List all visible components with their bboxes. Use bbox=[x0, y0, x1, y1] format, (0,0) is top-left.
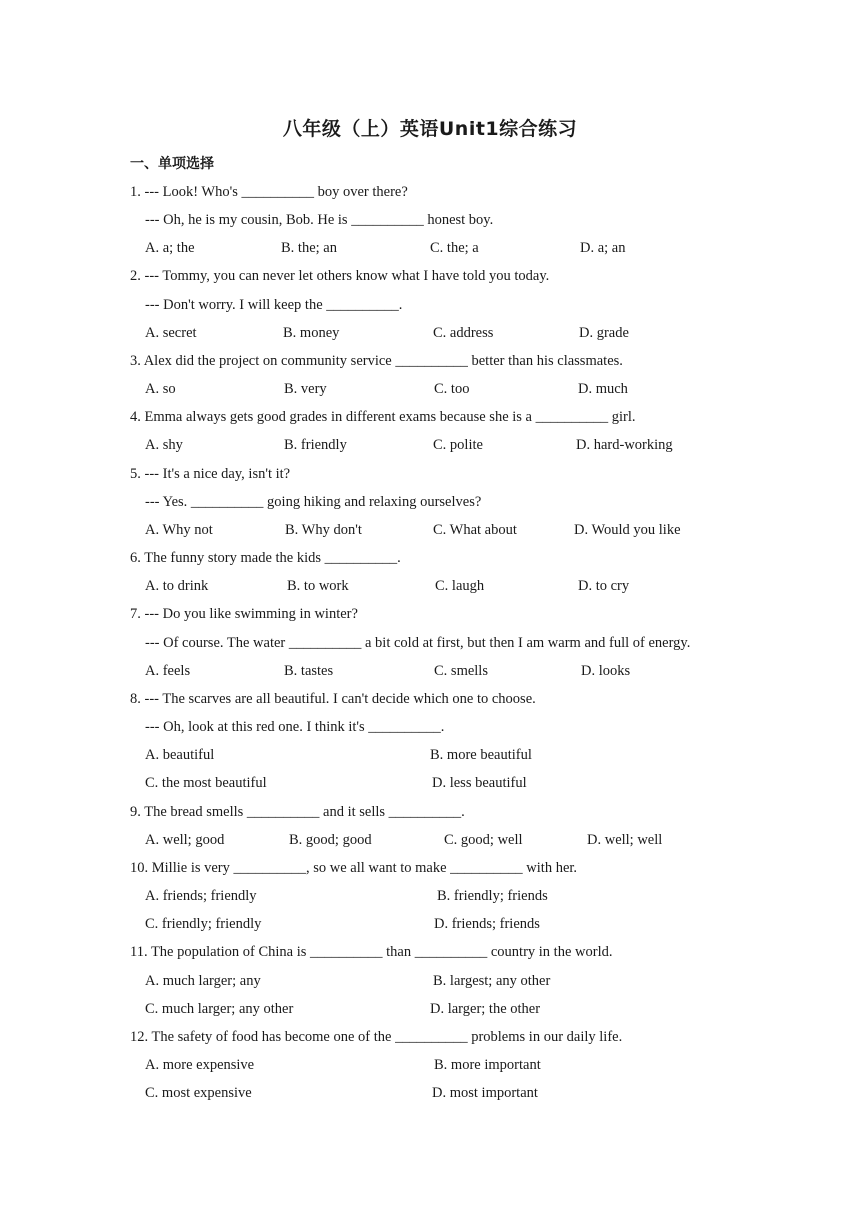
option-d: D. Would you like bbox=[574, 522, 681, 538]
option-c: C. much larger; any other bbox=[145, 1001, 294, 1017]
option-c: C. the most beautiful bbox=[145, 775, 267, 791]
option-c: C. smells bbox=[434, 663, 488, 679]
question-stem: 8. --- The scarves are all beautiful. I can't decide which one to choose. bbox=[130, 691, 536, 707]
option-d: D. much bbox=[578, 381, 628, 397]
option-c: C. friendly; friendly bbox=[145, 916, 262, 932]
option-c: C. laugh bbox=[435, 578, 485, 594]
option-b: B. Why don't bbox=[285, 522, 362, 538]
option-c: C. the; a bbox=[430, 240, 479, 256]
question-stem: 3. Alex did the project on community service __________ better than his classmates. bbox=[130, 353, 623, 369]
option-a: A. shy bbox=[145, 437, 183, 453]
option-d: D. well; well bbox=[587, 832, 663, 848]
option-d: D. looks bbox=[581, 663, 631, 679]
question-stem: 2. --- Tommy, you can never let others know what I have told you today. bbox=[130, 268, 550, 284]
option-d: D. grade bbox=[579, 325, 629, 341]
option-d: D. a; an bbox=[580, 240, 626, 256]
option-a: A. a; the bbox=[145, 240, 195, 256]
question-stem: 7. --- Do you like swimming in winter? bbox=[130, 606, 358, 622]
option-b: B. tastes bbox=[284, 663, 334, 679]
question-stem: 4. Emma always gets good grades in different exams because she is a __________ girl. bbox=[130, 409, 636, 425]
question-stem: 10. Millie is very __________, so we all want to make __________ with her. bbox=[130, 860, 578, 876]
option-b: B. the; an bbox=[281, 240, 337, 256]
option-b: B. friendly bbox=[284, 437, 347, 453]
option-c: C. What about bbox=[433, 522, 517, 538]
option-d: D. friends; friends bbox=[434, 916, 540, 932]
option-c: C. too bbox=[434, 381, 470, 397]
question-reply: --- Don't worry. I will keep the __________. bbox=[145, 297, 403, 313]
question-reply: --- Oh, he is my cousin, Bob. He is __________ honest boy. bbox=[145, 212, 494, 228]
option-b: B. friendly; friends bbox=[437, 888, 548, 904]
option-a: A. well; good bbox=[145, 832, 225, 848]
option-b: B. to work bbox=[287, 578, 349, 594]
question-stem: 12. The safety of food has become one of the __________ problems in our daily life. bbox=[130, 1029, 623, 1045]
question-reply: --- Oh, look at this red one. I think it's __________. bbox=[145, 719, 445, 735]
option-b: B. more beautiful bbox=[430, 747, 532, 763]
option-a: A. Why not bbox=[145, 522, 213, 538]
option-b: B. money bbox=[283, 325, 340, 341]
question-stem: 9. The bread smells __________ and it sells __________. bbox=[130, 804, 465, 820]
option-c: C. polite bbox=[433, 437, 483, 453]
option-b: B. very bbox=[284, 381, 327, 397]
option-b: B. more important bbox=[434, 1057, 541, 1073]
option-b: B. good; good bbox=[289, 832, 372, 848]
option-d: D. most important bbox=[432, 1085, 538, 1101]
option-c: C. good; well bbox=[444, 832, 523, 848]
option-d: D. larger; the other bbox=[430, 1001, 541, 1017]
option-a: A. so bbox=[145, 381, 176, 397]
question-reply: --- Yes. __________ going hiking and relaxing ourselves? bbox=[145, 494, 482, 510]
question-stem: 11. The population of China is __________ than __________ country in the world. bbox=[130, 944, 613, 960]
page-title: 八年级（上）英语Unit1综合练习 bbox=[282, 118, 578, 140]
option-d: D. less beautiful bbox=[432, 775, 527, 791]
option-a: A. much larger; any bbox=[145, 973, 261, 989]
option-a: A. feels bbox=[145, 663, 191, 679]
option-a: A. more expensive bbox=[145, 1057, 255, 1073]
option-a: A. secret bbox=[145, 325, 197, 341]
question-stem: 6. The funny story made the kids __________. bbox=[130, 550, 401, 566]
question-reply: --- Of course. The water __________ a bit cold at first, but then I am warm and full of energy. bbox=[145, 635, 691, 651]
option-d: D. to cry bbox=[578, 578, 630, 594]
question-stem: 1. --- Look! Who's __________ boy over there? bbox=[130, 184, 408, 200]
option-c: C. most expensive bbox=[145, 1085, 252, 1101]
question-stem: 5. --- It's a nice day, isn't it? bbox=[130, 466, 291, 482]
option-c: C. address bbox=[433, 325, 494, 341]
option-a: A. to drink bbox=[145, 578, 209, 594]
section-heading: 一、单项选择 bbox=[130, 156, 214, 172]
option-d: D. hard-working bbox=[576, 437, 673, 453]
option-a: A. beautiful bbox=[145, 747, 215, 763]
option-b: B. largest; any other bbox=[433, 973, 551, 989]
option-a: A. friends; friendly bbox=[145, 888, 257, 904]
